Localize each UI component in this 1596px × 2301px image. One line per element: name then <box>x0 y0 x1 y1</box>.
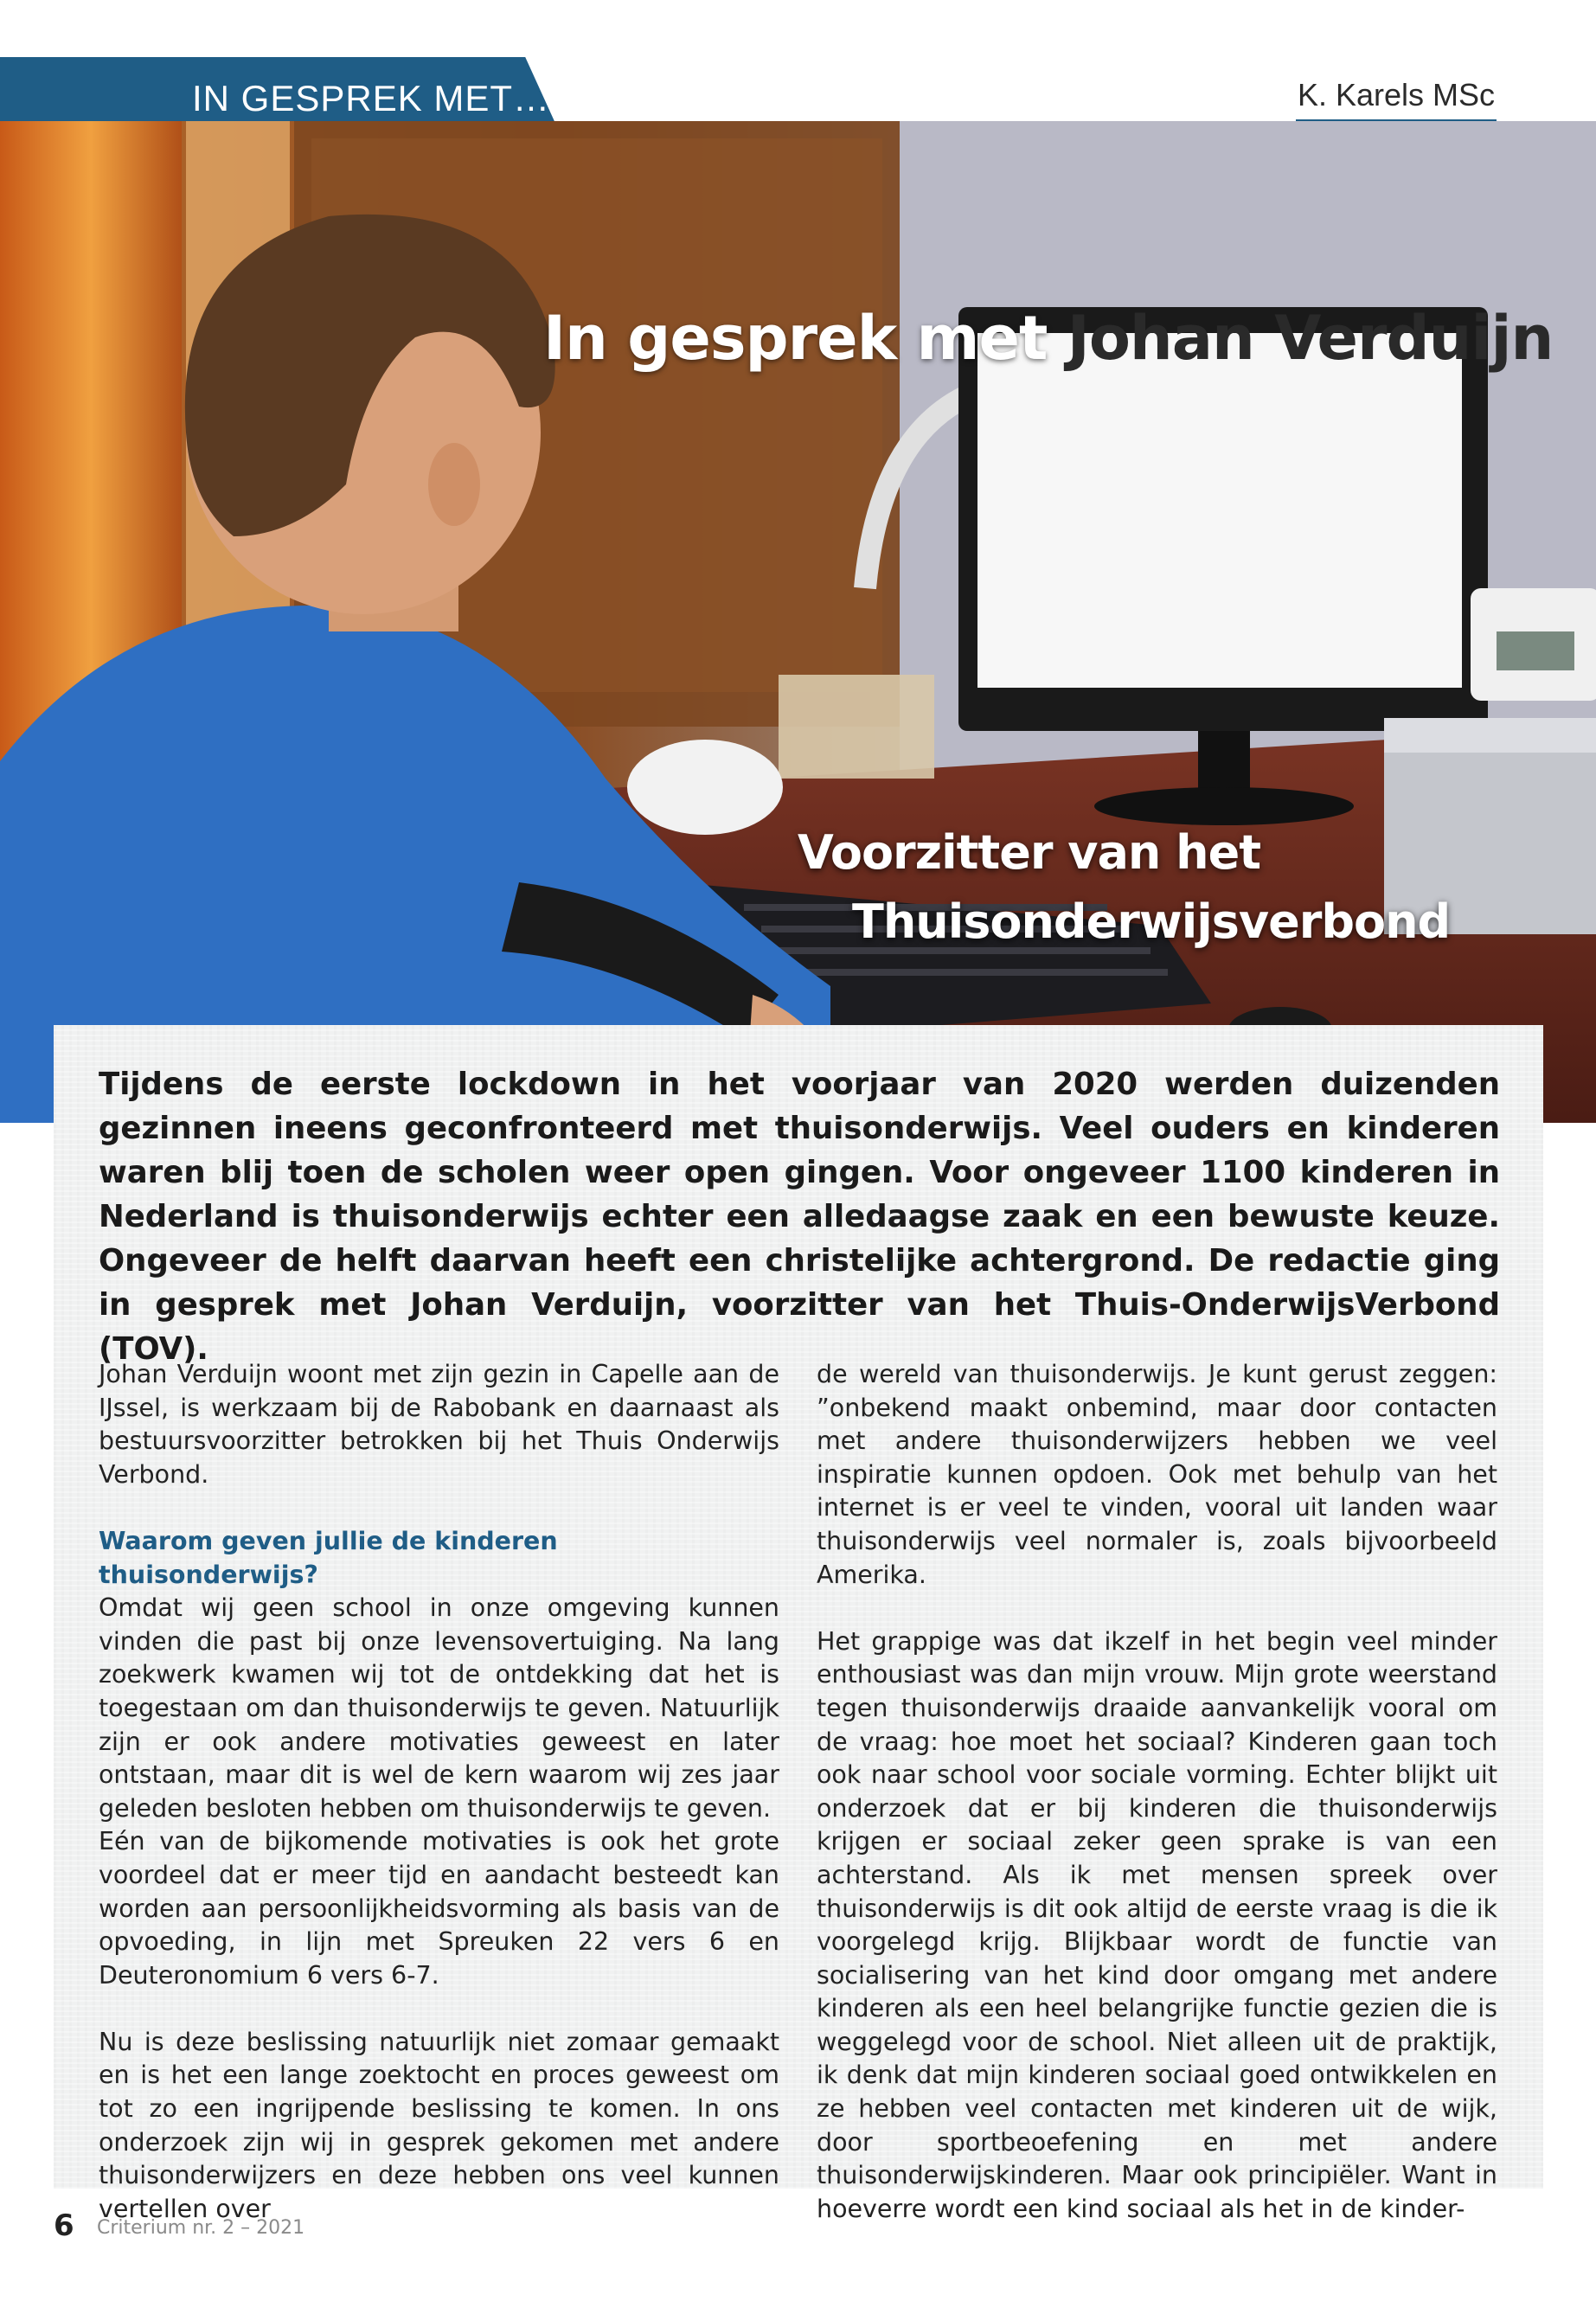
paragraph: Nu is deze beslissing natuurlijk niet zomaar gemaakt en is het een lange zoektocht en proces geweest om tot zo een ingrijpende beslissing te komen. In ons onderzoek zijn wij in gesprek gekomen met andere thuisonderwijzers en deze hebben ons veel kunnen vertellen over <box>99 2027 779 2223</box>
article-intro: Tijdens de eerste lockdown in het voorjaar van 2020 werden duizenden gezinnen ineens geconfronteerd met thuisonderwijs. Veel ouders en kinderen waren blij toen de scholen weer open gingen. Voor ongeveer 1100 kinderen in Nederland is thuisonderwijs echter een alledaagse zaak en een bewuste keuze. Ongeveer de helft daarvan heeft een christelijke achtergrond. De redactie ging in gesprek met Johan Verduijn, voorzitter van het Thuis-OnderwijsVerbond (TOV). <box>99 1067 1500 1367</box>
article-subtitle-line1: Voorzitter van het <box>798 825 1261 880</box>
paragraph: Omdat wij geen school in onze omgeving kunnen vinden die past bij onze levensovertuiging. Na lang zoekwerk kwamen wij tot de ontdekking dat het is toegestaan om dan thuisonderwijs te geven. Natuurlijk zijn er ook andere motivaties geweest en later ontstaan, maar dit is wel de kern waarom wij zes jaar geleden besloten hebben om thuisonderwijs te geven. <box>99 1593 779 1823</box>
left-column <box>99 1358 779 2226</box>
paragraph: Johan Verduijn woont met zijn gezin in Capelle aan de IJssel, is werkzaam bij de Rabobank en daarnaast als bestuursvoorzitter betrokken bij het Thuis Onderwijs Verbond. <box>99 1360 779 1489</box>
publication-info: Criterium nr. 2 – 2021 <box>97 2217 305 2239</box>
right-column <box>817 1358 1497 2226</box>
paragraph: Het grappige was dat ikzelf in het begin veel minder enthousiast was dan mijn vrouw. Mijn grote weerstand tegen thuisonderwijs draaide aanvankelijk vooral om de vraag: hoe moet het sociaal? Kinderen gaan toch ook naar school voor sociale vorming. Echter blijkt uit onderzoek dat er bij kinderen die thuisonderwijs krijgen er sociaal zeker geen sprake is van een achterstand. Als ik met mensen spreek over thuisonderwijs is dit ook altijd de eerste vraag is die ik voorgelegd krijg. Blijkbaar wordt de functie van socialisering van het kind door omgang met andere kinderen als een heel belangrijke functie gezien die is weggelegd voor de school. Niet alleen uit de praktijk, ik denk dat mijn kinderen sociaal goed ontwikkelen en ze hebben veel contacten met kinderen uit de wijk, door sportbeoefening en met andere thuisonderwijskinderen. Maar ook principiëler. Want in hoeverre wordt een kind sociaal als het in de kinder- <box>817 1626 1497 2223</box>
page-number: 6 <box>54 2208 74 2243</box>
paragraph: Eén van de bijkomende motivaties is ook het grote voordeel dat er meer tijd en aandacht besteedt kan worden aan persoonlijkheidsvorming als basis van de opvoeding, in lijn met Spreuken 22 vers 6 en Deuteronomium 6 vers 6-7. <box>99 1827 779 1990</box>
paragraph: de wereld van thuisonderwijs. Je kunt gerust zeggen: ”onbekend maakt onbemind, maar door contacten met andere thuisonderwijzers hebben we veel inspiratie kunnen opdoen. Ook met behulp van het internet is er veel te vinden, vooral uit landen waar thuisonderwijs veel normaler is, zoals bijvoorbeeld Amerika. <box>817 1360 1497 1589</box>
article-title <box>543 303 1553 374</box>
article-subtitle-line2: Thuisonderwijsverbond <box>852 894 1451 949</box>
section-label: IN GESPREK MET… <box>192 78 551 119</box>
question-heading: Waarom geven jullie de kinderen thuisonderwijs? <box>99 1526 558 1589</box>
author-byline: K. Karels MSc <box>1296 71 1497 124</box>
article-title-part1: In gesprek met <box>543 303 1048 374</box>
article-title-part2: Johan Verduijn <box>1067 303 1554 374</box>
hero-photo <box>0 121 1596 1123</box>
